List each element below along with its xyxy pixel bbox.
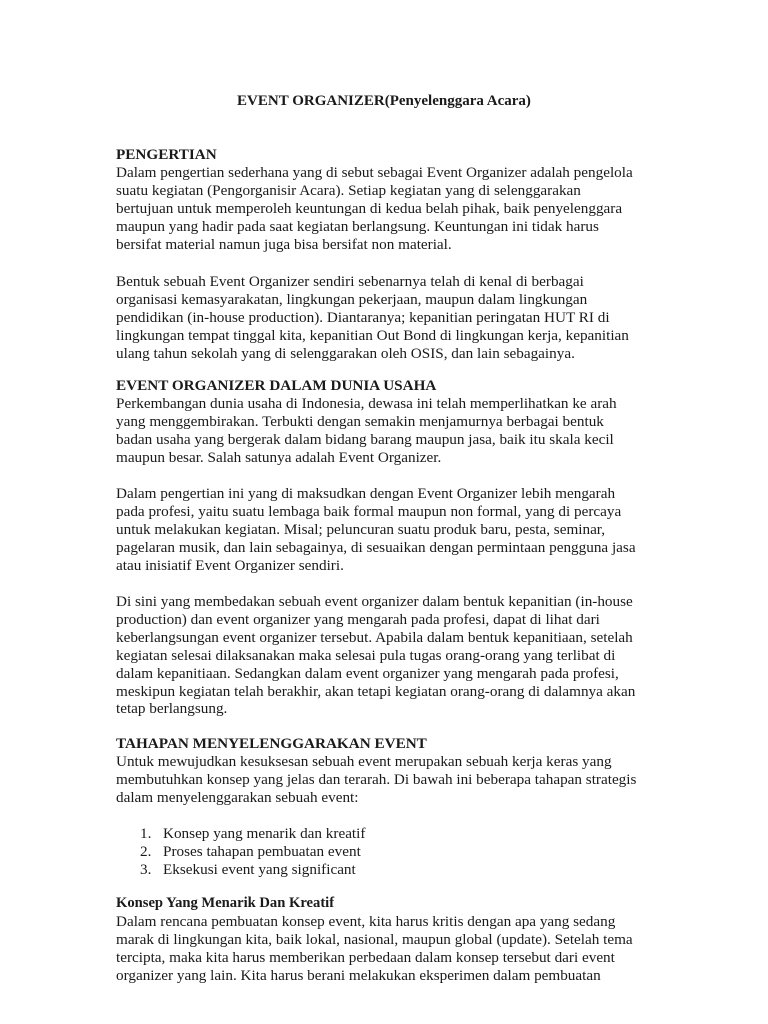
list-item: 1. Konsep yang menarik dan kreatif [140, 825, 366, 842]
text-line: bertujuan untuk memperoleh keuntungan di kedua belah pihak, baik penyelenggara [116, 199, 623, 217]
text-line: tetap berlangsung. [116, 700, 228, 718]
paragraph [116, 753, 676, 807]
text-line: bersifat material namun juga bisa bersifat non material. [116, 235, 452, 253]
text-line: Untuk mewujudkan kesuksesan sebuah event merupakan sebuah kerja keras yang [116, 752, 612, 770]
document-title: EVENT ORGANIZER(Penyelenggara Acara) [237, 93, 531, 109]
text-line: pagelaran musik, dan lain sebagainya, di sesuaikan dengan permintaan pengguna jasa [116, 538, 636, 556]
text-line: Dalam pengertian ini yang di maksudkan dengan Event Organizer lebih mengarah [116, 485, 616, 502]
text-line: meskipun kegiatan telah berakhir, akan tetapi kegiatan orang-orang di dalamnya akan [116, 682, 636, 700]
text-line: Perkembangan dunia usaha di Indonesia, dewasa ini telah memperlihatkan ke arah [116, 394, 617, 412]
text-line: maupun besar. Salah satunya adalah Event Organizer. [116, 448, 442, 466]
text-line: dalam kepanitiaan. Sedangkan dalam event organizer yang mengarah pada profesi, [116, 664, 619, 682]
section-konsep [116, 895, 676, 985]
text-line: kegiatan selesai dilaksanakan maka selesai pula tugas orang-orang yang terlibat di [116, 646, 616, 664]
section-heading: PENGERTIAN [116, 146, 217, 163]
text-line: dalam menyelenggarakan sebuah event: [116, 788, 359, 806]
section-tahapan [116, 735, 676, 807]
section-dunia-usaha [116, 377, 676, 467]
paragraph [116, 485, 676, 575]
text-line: organisasi kemasyarakatan, lingkungan pekerjaan, maupun dalam lingkungan [116, 290, 588, 308]
text-line: tercipta, maka kita harus memberikan perbedaan dalam konsep tersebut dari event [116, 948, 615, 966]
text-line: organizer yang lain. Kita harus berani melakukan eksperimen dalam pembuatan [116, 966, 601, 984]
paragraph [116, 164, 676, 254]
text-line: yang menggembirakan. Terbukti dengan semakin menjamurnya berbagai bentuk [116, 412, 604, 430]
paragraph [116, 593, 676, 718]
text-line: membutuhkan konsep yang jelas dan terarah. Di bawah ini beberapa tahapan strategis [116, 770, 637, 788]
section-heading: TAHAPAN MENYELENGGARAKAN EVENT [116, 735, 427, 752]
text-line: maupun yang hadir pada saat kegiatan berlangsung. Keuntungan ini tidak harus [116, 217, 599, 235]
text-line: marak di lingkungan kita, baik lokal, nasional, maupun global (update). Setelah tema [116, 930, 633, 948]
text-line: badan usaha yang bergerak dalam bidang barang maupun jasa, baik itu skala kecil [116, 430, 614, 448]
section-pengertian [116, 146, 676, 253]
paragraph [116, 913, 676, 985]
text-line: ulang tahun sekolah yang di selenggarakan oleh OSIS, dan lain sebagainya. [116, 344, 575, 362]
numbered-list [116, 825, 365, 879]
text-line: suatu kegiatan (Pengorganisir Acara). Setiap kegiatan yang di selenggarakan [116, 181, 581, 199]
text-line: pendidikan (in-house production). Diantaranya; kepanitian peringatan HUT RI di [116, 308, 610, 326]
paragraph [116, 395, 676, 467]
text-line: keberlangsungan event organizer tersebut. Apabila dalam bentuk kepanitiaan, setelah [116, 628, 633, 646]
text-line: Di sini yang membedakan sebuah event organizer dalam bentuk kepanitian (in-house [116, 593, 633, 610]
text-line: untuk melakukan kegiatan. Misal; peluncuran suatu produk baru, pesta, seminar, [116, 520, 606, 538]
section-heading: EVENT ORGANIZER DALAM DUNIA USAHA [116, 377, 437, 394]
text-line: production) dan event organizer yang mengarah pada profesi, dapat di lihat dari [116, 610, 600, 628]
text-line: Dalam pengertian sederhana yang di sebut sebagai Event Organizer adalah pengelola [116, 163, 633, 181]
list-item: 2. Proses tahapan pembuatan event [140, 842, 361, 860]
paragraph [116, 273, 676, 363]
text-line: Bentuk sebuah Event Organizer sendiri sebenarnya telah di kenal di berbagai [116, 273, 584, 290]
section-heading: Konsep Yang Menarik Dan Kreatif [116, 895, 335, 911]
text-line: pada profesi, yaitu suatu lembaga baik formal maupun non formal, yang di percaya [116, 502, 622, 520]
text-line: Dalam rencana pembuatan konsep event, kita harus kritis dengan apa yang sedang [116, 912, 616, 930]
list-item: 3. Eksekusi event yang significant [140, 860, 356, 878]
text-line: lingkungan tempat tinggal kita, kepanitian Out Bond di lingkungan kerja, kepanitian [116, 326, 629, 344]
text-line: atau inisiatif Event Organizer sendiri. [116, 556, 344, 574]
